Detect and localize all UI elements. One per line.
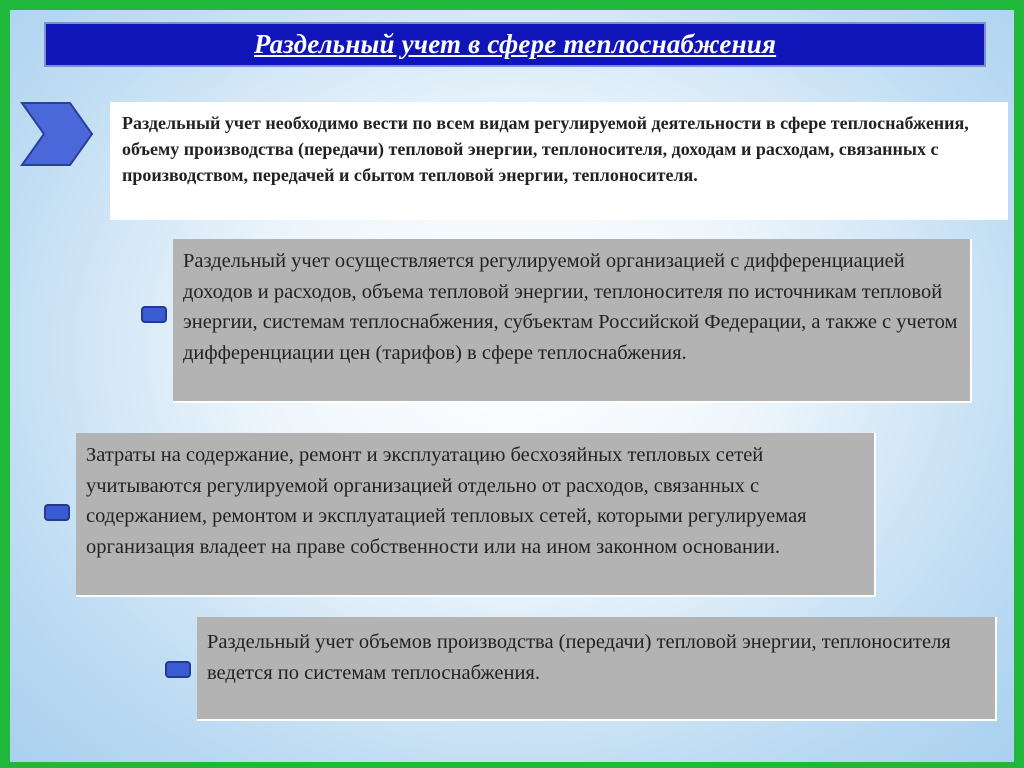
slide-title: Раздельный учет в сфере теплоснабжения [253,29,777,59]
point-text-1: Раздельный учет осуществляется регулируемой организацией с дифференциацией доходов и расходов, объема тепловой энергии, теплоносителя по источникам тепловой энергии, системам теплоснабжения, субъектам Российской Федерации, а также с учетом дифференциации цен (тарифов) в сфере теплоснабжения. [183,250,958,364]
point-box-1 [173,239,972,403]
rounded-bullet-icon [165,661,191,678]
point-box-2 [76,433,876,597]
rounded-bullet-icon [44,504,70,521]
title-bar [44,22,986,67]
intro-text: Раздельный учет необходимо вести по всем видам регулируемой деятельности в сфере теплоснабжения, объему производства (передачи) тепловой энергии, теплоносителя, доходам и расходам, связанных с производством, передачей и сбытом тепловой энергии, теплоносителя. [122,113,969,185]
intro-text-box [110,102,1008,220]
point-text-2: Затраты на содержание, ремонт и эксплуатацию бесхозяйных тепловых сетей учитываются регулируемой организацией отдельно от расходов, связанных с содержанием, ремонтом и эксплуатацией тепловых сетей, которыми регулируемая организация владеет на праве собственности или на ином законном основании. [86,444,807,558]
slide [10,10,1014,762]
chevron-right-icon [20,101,94,167]
rounded-bullet-icon [141,306,167,323]
point-box-3 [197,617,997,721]
point-text-3: Раздельный учет объемов производства (передачи) тепловой энергии, теплоносителя ведется по системам теплоснабжения. [207,631,951,684]
